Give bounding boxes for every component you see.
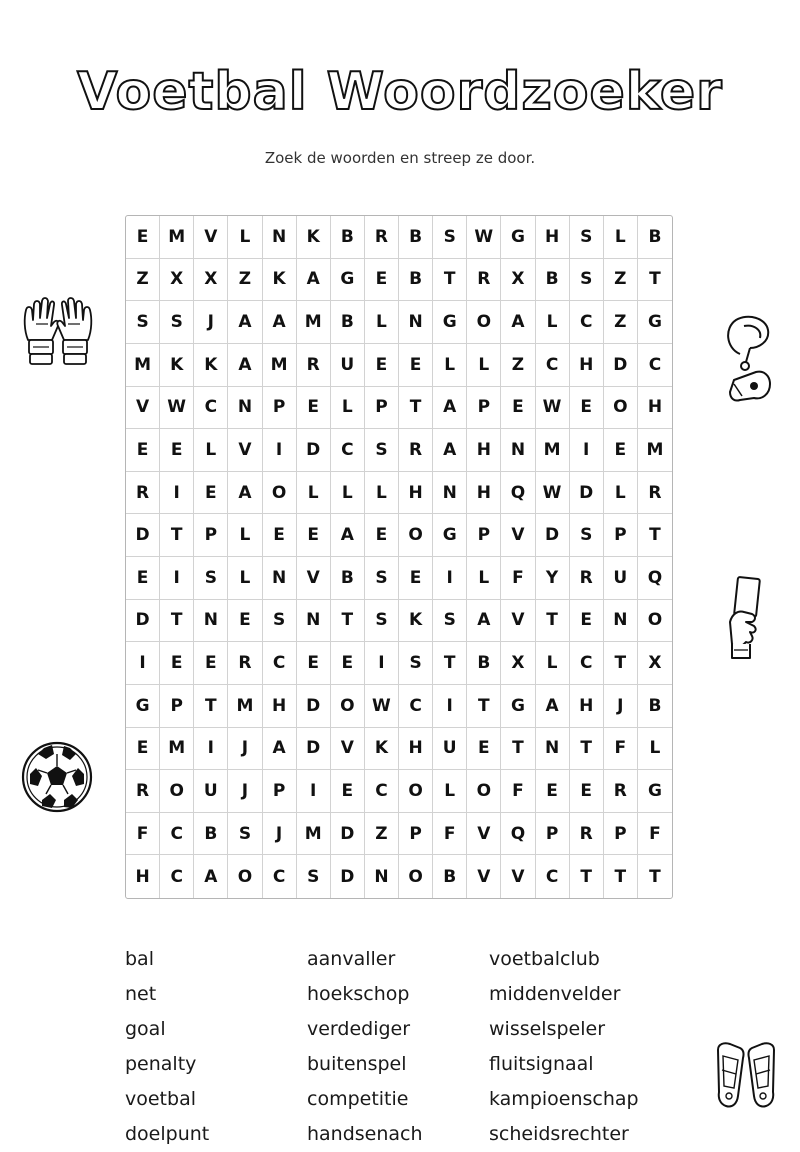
grid-cell[interactable]: F xyxy=(638,813,672,856)
grid-cell[interactable]: W xyxy=(536,387,570,430)
grid-cell[interactable]: G xyxy=(433,301,467,344)
grid-cell[interactable]: Q xyxy=(638,557,672,600)
grid-cell[interactable]: K xyxy=(399,600,433,643)
grid-cell[interactable]: V xyxy=(194,216,228,259)
grid-cell[interactable]: T xyxy=(649,866,661,887)
grid-cell[interactable]: M xyxy=(160,216,194,259)
grid-cell[interactable]: O xyxy=(228,855,262,898)
grid-cell[interactable]: H xyxy=(399,472,433,515)
grid-cell[interactable]: E xyxy=(536,770,570,813)
grid-cell[interactable]: E xyxy=(604,429,638,472)
grid-cell[interactable]: G xyxy=(501,685,535,728)
grid-cell[interactable]: M xyxy=(638,429,672,472)
yellow-card-icon xyxy=(722,574,764,660)
grid-cell[interactable]: E xyxy=(263,514,297,557)
word-list-item: competitie xyxy=(307,1088,409,1110)
grid-cell[interactable]: F xyxy=(501,557,535,600)
grid-cell[interactable]: C xyxy=(536,344,570,387)
grid-cell[interactable]: A xyxy=(194,855,228,898)
word-list-item: middenvelder xyxy=(489,983,621,1005)
word-list-item: fluitsignaal xyxy=(489,1053,594,1075)
grid-cell[interactable]: T xyxy=(536,600,570,643)
grid-cell[interactable]: O xyxy=(399,770,433,813)
grid-cell[interactable]: R xyxy=(365,216,399,259)
grid-cell[interactable]: X xyxy=(501,259,535,302)
grid-cell[interactable]: B xyxy=(399,259,433,302)
grid-cell[interactable]: A xyxy=(433,429,467,472)
grid-cell[interactable]: E xyxy=(126,557,160,600)
grid-cell[interactable]: G xyxy=(501,216,535,259)
grid-cell[interactable]: I xyxy=(297,770,331,813)
grid-cell[interactable]: K xyxy=(160,344,194,387)
grid-cell[interactable]: G xyxy=(433,514,467,557)
grid-cell[interactable]: E xyxy=(331,642,365,685)
grid-cell[interactable]: P xyxy=(263,387,297,430)
grid-cell[interactable]: B xyxy=(399,216,433,259)
grid-cell[interactable]: L xyxy=(194,429,228,472)
word-list-item: penalty xyxy=(125,1053,197,1075)
grid-cell[interactable]: A xyxy=(228,344,262,387)
grid-cell[interactable]: V xyxy=(297,557,331,600)
word-list-item: bal xyxy=(125,948,154,970)
grid-cell[interactable]: T xyxy=(501,728,535,771)
grid-cell[interactable]: T xyxy=(467,685,501,728)
grid-cell[interactable]: B xyxy=(467,642,501,685)
grid-cell[interactable]: P xyxy=(604,514,638,557)
grid-cell[interactable]: C xyxy=(331,429,365,472)
grid-cell[interactable]: I xyxy=(570,429,604,472)
grid-cell[interactable]: L xyxy=(228,557,262,600)
grid-cell[interactable]: N xyxy=(263,216,297,259)
grid-cell[interactable]: V xyxy=(331,728,365,771)
grid-cell[interactable]: G xyxy=(331,259,365,302)
grid-cell[interactable]: K xyxy=(297,216,331,259)
grid-cell[interactable]: O xyxy=(467,301,501,344)
grid-cell[interactable]: S xyxy=(570,259,604,302)
grid-cell[interactable]: J xyxy=(604,685,638,728)
word-list-item: voetbalclub xyxy=(489,948,600,970)
grid-cell[interactable]: B xyxy=(433,855,467,898)
word-list-item: buitenspel xyxy=(307,1053,407,1075)
grid-cell[interactable]: Z xyxy=(604,301,638,344)
grid-cell[interactable]: T xyxy=(604,855,638,898)
grid-cell[interactable]: S xyxy=(194,557,228,600)
grid-cell[interactable]: N xyxy=(433,472,467,515)
grid-cell[interactable]: V xyxy=(501,514,535,557)
grid-cell[interactable]: E xyxy=(467,728,501,771)
grid-cell[interactable]: E xyxy=(297,642,331,685)
grid-cell[interactable]: I xyxy=(263,429,297,472)
grid-cell[interactable]: G xyxy=(638,301,672,344)
grid-cell[interactable]: E xyxy=(399,557,433,600)
grid-cell[interactable]: B xyxy=(536,259,570,302)
grid-cell[interactable]: I xyxy=(194,728,228,771)
grid-cell[interactable]: X xyxy=(638,642,672,685)
grid-cell[interactable]: Z xyxy=(228,259,262,302)
grid-cell[interactable]: M xyxy=(228,685,262,728)
word-list-item: handsenach xyxy=(307,1123,423,1145)
word-list xyxy=(125,942,685,1152)
grid-cell[interactable]: K xyxy=(263,259,297,302)
grid-cell[interactable]: C xyxy=(263,642,297,685)
grid-cell[interactable]: D xyxy=(331,813,365,856)
grid-cell[interactable]: H xyxy=(638,387,672,430)
grid-cell[interactable]: B xyxy=(331,216,365,259)
grid-cell[interactable]: C xyxy=(365,770,399,813)
grid-cell[interactable]: O xyxy=(399,855,433,898)
grid-cell[interactable]: L xyxy=(536,301,570,344)
grid-cell[interactable]: S xyxy=(433,216,467,259)
grid-cell[interactable]: L xyxy=(297,472,331,515)
word-list-item: net xyxy=(125,983,157,1005)
grid-cell[interactable]: D xyxy=(604,344,638,387)
grid-cell[interactable]: P xyxy=(536,813,570,856)
grid-cell[interactable]: T xyxy=(570,728,604,771)
grid-cell[interactable]: L xyxy=(331,387,365,430)
grid-cell[interactable]: V xyxy=(501,855,535,898)
grid-cell[interactable]: N xyxy=(194,600,228,643)
grid-cell[interactable]: S xyxy=(160,301,194,344)
grid-cell[interactable]: S xyxy=(297,855,331,898)
grid-cell[interactable]: S xyxy=(365,600,399,643)
grid-cell[interactable]: B xyxy=(194,813,228,856)
grid-cell[interactable]: R xyxy=(604,770,638,813)
grid-cell[interactable]: S xyxy=(365,429,399,472)
grid-cell[interactable]: O xyxy=(638,600,672,643)
grid-cell[interactable]: P xyxy=(194,514,228,557)
word-list-item: kampioenschap xyxy=(489,1088,639,1110)
grid-cell[interactable]: Q xyxy=(501,813,535,856)
grid-cell[interactable]: M xyxy=(536,429,570,472)
grid-cell[interactable]: P xyxy=(365,387,399,430)
grid-cell[interactable]: D xyxy=(297,728,331,771)
grid-cell[interactable]: L xyxy=(365,472,399,515)
grid-cell[interactable]: R xyxy=(126,770,160,813)
grid-cell[interactable]: B xyxy=(638,216,672,259)
grid-cell[interactable]: B xyxy=(331,301,365,344)
grid-cell[interactable]: S xyxy=(126,301,160,344)
grid-cell[interactable]: L xyxy=(638,728,672,771)
grid-cell[interactable]: E xyxy=(160,429,194,472)
grid-cell[interactable]: A xyxy=(331,514,365,557)
grid-cell[interactable]: P xyxy=(604,813,638,856)
grid-cell[interactable]: L xyxy=(433,770,467,813)
grid-cell[interactable]: C xyxy=(160,813,194,856)
grid-cell[interactable]: O xyxy=(331,685,365,728)
grid-cell[interactable]: M xyxy=(160,728,194,771)
grid-cell[interactable]: O xyxy=(263,472,297,515)
grid-cell[interactable]: N xyxy=(297,600,331,643)
grid-cell[interactable]: O xyxy=(399,514,433,557)
grid-cell[interactable]: L xyxy=(228,216,262,259)
grid-cell[interactable]: E xyxy=(297,514,331,557)
grid-cell[interactable]: V xyxy=(467,855,501,898)
grid-cell[interactable]: M xyxy=(297,301,331,344)
grid-cell[interactable]: R xyxy=(399,429,433,472)
grid-cell[interactable]: H xyxy=(570,685,604,728)
grid-cell[interactable]: N xyxy=(399,301,433,344)
grid-cell[interactable]: D xyxy=(331,855,365,898)
grid-cell[interactable]: I xyxy=(126,642,160,685)
grid-cell[interactable]: A xyxy=(297,259,331,302)
grid-cell[interactable]: C xyxy=(570,301,604,344)
grid-cell[interactable]: S xyxy=(570,514,604,557)
grid-cell[interactable]: L xyxy=(604,216,638,259)
grid-cell[interactable]: E xyxy=(228,600,262,643)
grid-cell[interactable]: R xyxy=(297,344,331,387)
grid-cell[interactable]: I xyxy=(160,557,194,600)
grid-cell[interactable]: O xyxy=(160,770,194,813)
grid-cell[interactable]: M xyxy=(263,344,297,387)
grid-cell[interactable]: E xyxy=(194,472,228,515)
grid-cell[interactable]: A xyxy=(536,685,570,728)
grid-cell[interactable]: E xyxy=(570,387,604,430)
grid-cell[interactable]: E xyxy=(194,642,228,685)
grid-cell[interactable]: L xyxy=(365,301,399,344)
grid-cell[interactable]: C xyxy=(399,685,433,728)
grid-cell[interactable]: R xyxy=(570,557,604,600)
grid-cell[interactable]: E xyxy=(126,429,160,472)
grid-cell[interactable]: E xyxy=(570,600,604,643)
grid-cell[interactable]: S xyxy=(570,216,604,259)
grid-cell[interactable]: E xyxy=(297,387,331,430)
grid-cell[interactable]: N xyxy=(263,557,297,600)
grid-cell[interactable]: T xyxy=(638,259,672,302)
grid-cell[interactable]: W xyxy=(467,216,501,259)
word-list-item: wisselspeler xyxy=(489,1018,606,1040)
grid-cell[interactable]: T xyxy=(160,514,194,557)
grid-cell[interactable]: B xyxy=(638,685,672,728)
grid-cell[interactable]: D xyxy=(126,514,160,557)
page-subtitle: Zoek de woorden en streep ze door. xyxy=(264,149,536,167)
grid-cell[interactable]: A xyxy=(228,301,262,344)
grid-cell[interactable]: H xyxy=(126,855,160,898)
grid-cell[interactable]: C xyxy=(638,344,672,387)
grid-cell[interactable]: K xyxy=(365,728,399,771)
grid-cell[interactable]: V xyxy=(467,813,501,856)
grid-cell[interactable]: R xyxy=(228,642,262,685)
grid-cell[interactable]: T xyxy=(433,259,467,302)
grid-cell[interactable]: E xyxy=(365,259,399,302)
grid-cell[interactable]: A xyxy=(228,472,262,515)
grid-cell[interactable]: Z xyxy=(501,344,535,387)
grid-cell[interactable]: S xyxy=(365,557,399,600)
grid-cell[interactable]: F xyxy=(433,813,467,856)
grid-cell[interactable]: G xyxy=(638,770,672,813)
grid-cell[interactable]: I xyxy=(160,472,194,515)
grid-cell[interactable]: T xyxy=(638,514,672,557)
word-list-item: scheidsrechter xyxy=(489,1123,629,1145)
grid-cell[interactable]: U xyxy=(331,344,365,387)
grid-cell[interactable]: T xyxy=(331,600,365,643)
grid-cell[interactable]: U xyxy=(433,728,467,771)
grid-cell[interactable]: E xyxy=(160,642,194,685)
grid-cell[interactable]: G xyxy=(126,685,160,728)
word-list-item: aanvaller xyxy=(307,948,396,970)
grid-cell[interactable]: E xyxy=(331,770,365,813)
grid-cell[interactable]: T xyxy=(570,855,604,898)
grid-cell[interactable]: X xyxy=(160,259,194,302)
grid-cell[interactable]: S xyxy=(433,600,467,643)
grid-cell[interactable]: X xyxy=(501,642,535,685)
grid-cell[interactable]: T xyxy=(194,685,228,728)
grid-cell[interactable]: T xyxy=(433,642,467,685)
soccer-ball-icon xyxy=(20,734,94,824)
grid-cell[interactable]: E xyxy=(126,216,160,259)
grid-cell[interactable]: U xyxy=(194,770,228,813)
grid-cell[interactable]: K xyxy=(194,344,228,387)
word-list-item: goal xyxy=(125,1018,166,1040)
grid-cell[interactable]: S xyxy=(263,600,297,643)
grid-cell[interactable]: P xyxy=(263,770,297,813)
grid-cell[interactable]: L xyxy=(467,557,501,600)
grid-cell[interactable]: E xyxy=(501,387,535,430)
grid-cell[interactable]: J xyxy=(228,770,262,813)
grid-cell[interactable]: A xyxy=(501,301,535,344)
grid-cell[interactable]: H xyxy=(536,216,570,259)
grid-cell[interactable]: H xyxy=(467,472,501,515)
grid-cell[interactable]: P xyxy=(160,685,194,728)
grid-cell[interactable]: R xyxy=(126,472,160,515)
page-title: Voetbal Woordzoeker xyxy=(77,62,723,122)
grid-cell[interactable]: D xyxy=(297,429,331,472)
grid-cell[interactable]: C xyxy=(536,855,570,898)
grid-cell[interactable]: N xyxy=(365,855,399,898)
letter-grid xyxy=(125,215,673,899)
grid-cell[interactable]: P xyxy=(399,813,433,856)
grid-cell[interactable]: H xyxy=(263,685,297,728)
grid-cell[interactable]: T xyxy=(604,642,638,685)
grid-cell[interactable]: N xyxy=(501,429,535,472)
word-list-item: hoekschop xyxy=(307,983,410,1005)
grid-cell[interactable]: I xyxy=(433,685,467,728)
grid-cell[interactable]: S xyxy=(399,642,433,685)
grid-cell[interactable]: V xyxy=(501,600,535,643)
grid-cell[interactable]: L xyxy=(604,472,638,515)
grid-cell[interactable]: O xyxy=(604,387,638,430)
grid-cell[interactable]: M xyxy=(126,344,160,387)
grid-cell[interactable]: C xyxy=(263,855,297,898)
grid-cell[interactable]: L xyxy=(467,344,501,387)
grid-cell[interactable]: S xyxy=(228,813,262,856)
grid-cell[interactable]: L xyxy=(433,344,467,387)
grid-cell[interactable]: W xyxy=(536,472,570,515)
grid-cell[interactable]: J xyxy=(263,813,297,856)
grid-cell[interactable]: H xyxy=(399,728,433,771)
grid-cell[interactable]: C xyxy=(570,642,604,685)
grid-cell[interactable]: B xyxy=(331,557,365,600)
grid-cell[interactable]: D xyxy=(297,685,331,728)
word-list-item: doelpunt xyxy=(125,1123,210,1145)
grid-cell[interactable]: F xyxy=(126,813,160,856)
grid-cell[interactable]: F xyxy=(501,770,535,813)
grid-cell[interactable]: E xyxy=(365,344,399,387)
grid-cell[interactable]: E xyxy=(365,514,399,557)
grid-cell[interactable]: T xyxy=(160,600,194,643)
grid-cell[interactable]: E xyxy=(126,728,160,771)
grid-cell[interactable]: A xyxy=(467,600,501,643)
grid-cell[interactable]: X xyxy=(194,259,228,302)
grid-cell[interactable]: H xyxy=(467,429,501,472)
grid-cell[interactable]: C xyxy=(194,387,228,430)
grid-cell[interactable]: E xyxy=(399,344,433,387)
grid-cell[interactable]: W xyxy=(365,685,399,728)
grid-cell[interactable]: P xyxy=(467,387,501,430)
grid-cell[interactable]: D xyxy=(570,472,604,515)
grid-cell[interactable]: N xyxy=(604,600,638,643)
grid-cell[interactable]: L xyxy=(331,472,365,515)
grid-cell[interactable]: N xyxy=(228,387,262,430)
grid-cell[interactable]: O xyxy=(467,770,501,813)
grid-cell[interactable]: N xyxy=(536,728,570,771)
grid-cell[interactable]: A xyxy=(263,728,297,771)
grid-cell[interactable]: E xyxy=(570,770,604,813)
grid-cell[interactable]: Z xyxy=(604,259,638,302)
grid-cell[interactable]: I xyxy=(433,557,467,600)
word-list-item: voetbal xyxy=(125,1088,196,1110)
grid-cell[interactable]: V xyxy=(228,429,262,472)
goalkeeper-gloves-icon xyxy=(20,296,96,370)
grid-cell[interactable]: L xyxy=(228,514,262,557)
grid-cell[interactable]: M xyxy=(297,813,331,856)
grid-cell[interactable]: C xyxy=(160,855,194,898)
word-list-item: verdediger xyxy=(307,1018,411,1040)
grid-cell[interactable]: R xyxy=(570,813,604,856)
grid-cell[interactable]: F xyxy=(604,728,638,771)
grid-cell[interactable]: J xyxy=(194,301,228,344)
grid-cell[interactable]: P xyxy=(467,514,501,557)
grid-cell[interactable]: R xyxy=(467,259,501,302)
grid-cell[interactable]: V xyxy=(126,387,160,430)
whistle-icon xyxy=(720,314,778,408)
grid-cell[interactable]: L xyxy=(536,642,570,685)
shin-guards-icon xyxy=(714,1040,778,1112)
grid-cell[interactable]: A xyxy=(263,301,297,344)
grid-cell[interactable]: Q xyxy=(501,472,535,515)
grid-cell[interactable]: U xyxy=(604,557,638,600)
grid-cell[interactable]: D xyxy=(126,600,160,643)
grid-cell[interactable]: R xyxy=(638,472,672,515)
grid-cell[interactable]: H xyxy=(570,344,604,387)
grid-cell[interactable]: J xyxy=(228,728,262,771)
grid-cell[interactable]: Z xyxy=(126,259,160,302)
grid-cell[interactable]: W xyxy=(160,387,194,430)
grid-cell[interactable]: A xyxy=(433,387,467,430)
grid-cell[interactable]: I xyxy=(365,642,399,685)
grid-cell[interactable]: Y xyxy=(536,557,570,600)
grid-cell[interactable]: Z xyxy=(365,813,399,856)
grid-cell[interactable]: T xyxy=(399,387,433,430)
grid-cell[interactable]: D xyxy=(536,514,570,557)
